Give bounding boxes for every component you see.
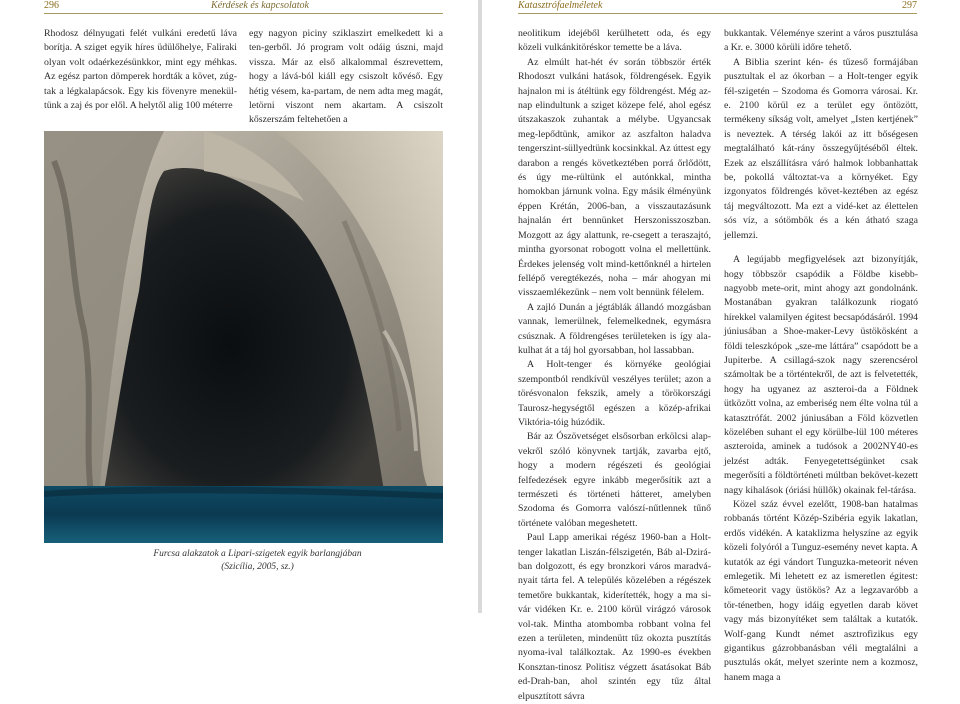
paragraph: Közel száz évvel ezelőtt, 1908-ban hatalmas robbanás történt Közép-Szibéria egyik lakatlan, erdős vidékén. A kataklizma helyszíne az egyik közeli folyóról a Tunguz-esemény nevet kapta. A kutatók az égi vándort Tunguzka-meteorit néven emlegetik. Mi lehetett ez az ismeretlen égitest: kőmeteorit vagy üstökös? Az a legzavaróbb a tör-ténetben, hogy idáig egyetlen darab követ vagy más bizonyítéket sem találtak a kutatók. Wolf-gang Kundt német asztrofizikus egy gigantikus gázrobbanásban véli megtalálni a pusztulás okát, melyet szerinte nem a kozmosz, hanem maga a (724, 499, 918, 683)
left-page (0, 0, 478, 613)
running-header-right: Katasztrófaelméletek (518, 0, 603, 11)
caption-line: Furcsa alakzatok a Lipari-szigetek egyik barlangjában (153, 549, 362, 559)
caption-line: (Szicília, 2005, sz.) (221, 562, 294, 572)
paragraph: Rhodosz délnyugati felét vulkáni eredetű láva borítja. A sziget egyik híres üdülőhelye, Faliraki olyan volt odaérkezésünkkor, mint egy méhkas. Az egész parton dömperek hordták a követ, zúg-tak a légkalapácsok. Egy kis fövenyre menekül-tünk a zaj és por elől. A helytől alig 100 méterre (44, 28, 237, 112)
paragraph: A legújabb megfigyelések azt bizonyítják, hogy többször csapódik a Földbe kisebb-nagyobb mete-orit, mint ahogy azt gondolnánk. Mostanában gyakran találkozunk riogató hírekkel valamilyen égitest becsapódásáról. 1994 júniusában a Shoe-maker-Levy üstökösként a földi teleszkópok „sze-me láttára” csapódott be a Jupiterbe. A csillagá-szok nagy szerencsérol számoltak be a történtekről, de azt is felvetették, hogy ha ugyanez az aszteroi-da a Földnek ütközött volna, az emberiség nem élte volna túl a katasztrófát. 2002 júniusában a Föld közvetlen közelében suhant el egy körülbe-lül 100 méteres aszteroida, aminek a tudósok a 2002NY40-es jelzést adták. Fenyegetettségünket csak megerősíti a földtörténeti múltban bekövet-kezett nagy kihalások (óriási hüllők) okainak fel-tárása. (724, 254, 918, 496)
photo-caption (100, 548, 415, 574)
right-column-2 (724, 27, 918, 685)
right-column-1 (518, 27, 711, 704)
page-number-right: 297 (902, 0, 917, 11)
paragraph: bukkantak. Véleménye szerint a város pusztulása a Kr. e. 3000 körüli időre tehető. (724, 28, 918, 54)
paragraph: A Biblia szerint kén- és tűzeső formájában pusztultak el az ókorban – a Holt-tenger egyik fél-szigetén – Szodoma és Gomorra városai. Kr. e. 2100 körül ez a terület egy öntözött, termékeny síkság volt, amelyet „Isten kertjének” is neveztek. A térség lakói az itt bőségesen megtalálható kát-rány összegyűjtéséből éltek. Ezek az elszállításra váró halmok lobbanhattak be, pokollá változtat-va a környéket. Egy izgonyatos földrengés követ-keztében az egész táj megváltozott. Ma ezt a vidé-ket az élettelen sós víz, a sótömbök és a kén átható szaga jellemzi. (724, 56, 918, 241)
header-rule-left (44, 13, 443, 14)
paragraph: neolitikum idejéből kerülhetett oda, és egy közeli vulkánkitöréskor temette be a láva. (518, 28, 711, 54)
cave-photo (44, 131, 443, 543)
header-rule-right (518, 13, 917, 14)
paragraph: egy nagyon piciny sziklaszirt emelkedett ki a ten-gerből. Jó program volt odáig úszni, majd vissza. Már az első alkalommal észrevettem, hogy a lává-ból kiáll egy csiszolt kővéső. Egy hétig vésem, ka-partam, de nem adta meg magát, letörni viszont nem akartam. A csiszolt kőszerszám feltehetően a (249, 28, 443, 126)
left-column-1 (44, 27, 237, 113)
page-number-left: 296 (44, 0, 59, 11)
paragraph: Bár az Ószövetséget elsősorban erkölcsi alap-vekről szóló könyvnek tartják, zavarba ejtő, hogy a modern régészeti és geológiai felfedezések egyre inkább megerősítik azt a természeti és történeti hátteret, amelyben Szodoma és Gomorra valószí-nűtlennek tűnő története valóban megeshetett. (518, 431, 711, 529)
left-column-2 (249, 27, 443, 128)
paragraph: A Holt-tenger és környéke geológiai szempontból rendkívül veszélyes terület; azon a törésvonalon fekszik, amely a törökországi Taurosz-hegységtől egészen a közép-afrikai Viktória-tóig húzódik. (518, 359, 711, 428)
paragraph: Paul Lapp amerikai régész 1960-ban a Holt-tenger lakatlan Liszán-félszigetén, Báb al-Dzirá-ban dolgozott, és egy bronzkori város maradvá-nyait tárta fel. A település közelében a régészek temetőre bukkantak, kiderítették, hogy a ma si-vár vidéken Kr. e. 2100 körül virágzó városok vol-tak. Mintha atombomba robbant volna fel ezen a területen, mindenütt tűz okozta pusztítás nyoma-ival találkoztak. Az 1990-es években Konsztan-tinosz Politisz végzett ásatásokat Báb ed-Drah-ban, ahol szintén egy tűz által elpusztított sávra (518, 532, 711, 702)
paragraph: A zajló Dunán a jégtáblák állandó mozgásban vannak, lemerülnek, felemelkednek, egymásra csúsznak. A földrengéses területeken is így ala-kulhat át a táj hol gyorsabban, hol lassabban. (518, 301, 711, 356)
running-header-left: Kérdések és kapcsolatok (211, 0, 309, 11)
paragraph: Az elmúlt hat-hét év során többször érték Rhodoszt vulkáni hatások, földrengések. Egyik hajnalon mi is átéltünk egy földrengést. Még az-nap elindultunk a sziget közepe felé, ahol egész útszakaszok zuhantak a mélybe. Ugyancsak meg-lepődtünk, amikor az aszfalton haladva tengerszint-süllyedtünk kocsinkkal. Az úttest egy darabon a rengés következtében porrá őrlődött, és úgy me-rültünk el autónkkal, mintha homokban járnunk volna. Egy másik élményünk éppen Krétán, 2006-ban, a visszautazásunk hajnalán ért bennünket Herszonisszoszban. Mozgott az ágy alattunk, re-csegett a teraszajtó, mintha gyorsonat robogott volna el mellettünk. Érdekes jelenség volt mind-kettőnknél a hirtelen fellépő veregtékezés, noha – már ahogyan mi visszaemlékezünk – nem volt bennünk félelem. (518, 56, 711, 299)
right-page (482, 0, 960, 702)
